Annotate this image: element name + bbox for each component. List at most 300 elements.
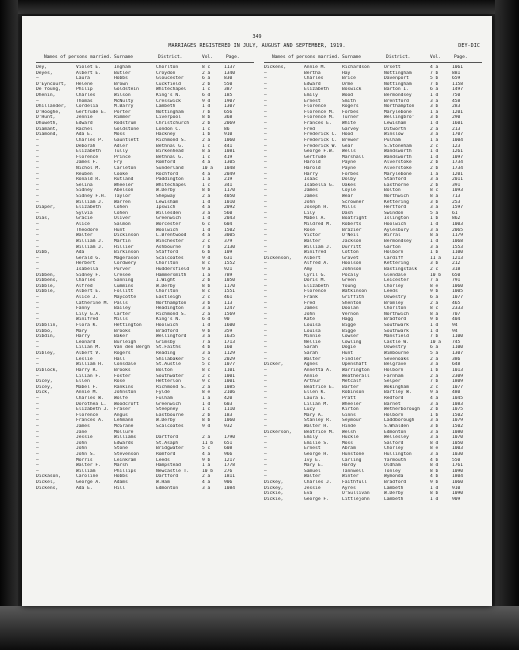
entry-page: 2011	[452, 177, 464, 183]
entry-page: 1045	[452, 395, 464, 401]
entry-volume: 1 c	[202, 154, 211, 160]
entry-surname: Dickens,	[36, 485, 59, 491]
entry-given-names: Helene	[76, 81, 93, 87]
entry-page: 61	[452, 210, 458, 216]
entry-volume: 6 b	[202, 250, 211, 256]
entry-page: 1261	[452, 149, 464, 155]
entry-spouse-surname: Tully	[114, 149, 128, 155]
entry-page: 94	[452, 323, 458, 329]
entry-volume: 7 a	[430, 278, 439, 284]
entry-page: 745	[452, 339, 461, 345]
entry-page: 1100	[452, 334, 464, 340]
entry-district: Sevenoaks	[384, 356, 409, 362]
entry-given-names: Sylvia	[76, 210, 93, 216]
entry-given-names: John	[304, 199, 316, 205]
register-page	[22, 16, 492, 606]
entry-district: Southwark	[384, 328, 409, 334]
entry-district: Nottingham	[384, 81, 412, 87]
entry-district: Eastbourne	[156, 412, 184, 418]
entry-district: Salford	[384, 440, 404, 446]
entry-spouse-surname: Rodstrum	[114, 121, 137, 127]
entry-given-names: William H.	[76, 362, 104, 368]
entry-district: Oswestry	[384, 294, 407, 300]
entry-surname: —	[36, 463, 39, 469]
entry-volume: 6 d	[202, 93, 211, 99]
entry-spouse-surname: Van den Bergh	[114, 345, 150, 351]
entry-page: 480	[452, 390, 461, 396]
entry-spouse-surname: Angus	[114, 412, 128, 418]
entry-surname: —	[36, 418, 39, 424]
entry-given-names: Albert E.	[76, 289, 101, 295]
entry-given-names: Charles J.	[304, 480, 332, 486]
entry-volume: 8 c	[202, 261, 211, 267]
entry-district: Tonley	[384, 468, 401, 474]
entry-given-names: Herbert	[76, 261, 96, 267]
entry-page: 1597	[452, 205, 464, 211]
entry-surname: —	[36, 266, 39, 272]
entry-district: Stanford	[384, 177, 407, 183]
entry-spouse-surname: Robinson	[342, 390, 365, 396]
entry-district: Kettering	[384, 261, 409, 267]
entry-district: Dartford	[156, 435, 179, 441]
entry-district: Pulham	[384, 137, 401, 143]
entry-district: L.Brentwood	[156, 233, 187, 239]
entry-spouse-surname: Ginns	[342, 412, 356, 418]
entry-district: Laddborough	[384, 418, 415, 424]
entry-spouse-surname: Openshaft	[342, 362, 367, 368]
entry-page: 791	[452, 278, 461, 284]
entry-spouse-surname: Rogers	[342, 104, 359, 110]
entry-given-names: Ernest	[304, 446, 321, 452]
entry-volume: 9 a	[202, 266, 211, 272]
entry-surname: Dickie,	[264, 496, 284, 502]
entry-page: 2069	[224, 121, 236, 127]
entry-spouse-surname: Pratt	[342, 395, 356, 401]
entry-volume: 8 c	[202, 289, 211, 295]
entry-district: I.Wight	[156, 278, 176, 284]
entry-spouse-surname: Dolby	[342, 177, 356, 183]
entry-given-names: Ellen	[76, 379, 90, 385]
entry-surname: —	[36, 177, 39, 183]
entry-page: 1061	[452, 65, 464, 70]
entry-spouse-surname: Hinde	[342, 424, 356, 429]
entry-page: 212	[452, 261, 461, 267]
entry-page: 1085	[224, 384, 236, 390]
entry-surname: Dhillander,	[36, 104, 67, 110]
entry-volume: 5 b	[430, 76, 439, 82]
entry-volume: 8 c	[202, 65, 211, 70]
entry-given-names: Charles	[76, 278, 96, 284]
entry-surname: Dibb,	[36, 250, 50, 256]
entry-volume: 4 a	[202, 480, 211, 486]
entry-district: Wellesley	[384, 435, 409, 441]
entry-volume: 6 d	[202, 317, 211, 323]
entry-district: Holborn	[384, 367, 404, 373]
entry-page: 1502	[452, 424, 464, 429]
entry-spouse-surname: Scrowner	[342, 199, 365, 205]
entry-given-names: Harry R.	[76, 367, 99, 373]
entry-given-names: Annie M.	[76, 390, 99, 396]
entry-given-names: Arthur	[304, 379, 321, 385]
entry-volume: 1 d	[430, 323, 439, 329]
entry-surname: —	[264, 345, 267, 351]
entry-surname: —	[36, 401, 39, 407]
entry-surname: —	[264, 334, 267, 340]
entry-surname: —	[36, 452, 39, 458]
entry-given-names: Charles	[76, 93, 96, 99]
entry-spouse-surname: Rankins	[114, 384, 134, 390]
entry-district: Mansfield	[384, 334, 409, 340]
entry-volume: 11 a	[430, 255, 442, 261]
entry-page: 789	[224, 272, 233, 278]
entry-district: Bradford	[384, 480, 407, 486]
entry-page: 910	[224, 132, 233, 138]
entry-district: Leeds	[384, 289, 398, 295]
entry-given-names: Minnie	[304, 334, 321, 340]
entry-volume: 4 b	[202, 345, 211, 351]
entry-surname: —	[264, 98, 267, 104]
entry-surname: —	[36, 238, 39, 244]
entry-volume: 1 c	[202, 407, 211, 413]
entry-volume: 4 a	[202, 160, 211, 166]
entry-spouse-surname: Baker	[114, 334, 128, 340]
entry-district: Greenwich	[156, 401, 181, 407]
entry-page: 1010	[224, 199, 236, 205]
entry-page: 1713	[224, 339, 236, 345]
entry-given-names: Alfred	[76, 283, 93, 289]
entry-given-names: Joseph H.	[304, 205, 329, 211]
entry-volume: 8 c	[430, 306, 439, 312]
entry-district: Easthorne	[384, 182, 409, 188]
entry-given-names: Catherine M.	[76, 300, 110, 306]
entry-given-names: Albert V.	[76, 351, 101, 357]
entry-district: King's N.	[156, 93, 181, 99]
entry-page: 253	[452, 199, 461, 205]
entry-given-names: Mabel F.	[76, 384, 99, 390]
entry-volume: 2 a	[430, 356, 439, 362]
entry-surname: —	[36, 244, 39, 250]
entry-district: Nottingham	[156, 109, 184, 115]
entry-district: Bromley	[384, 300, 404, 306]
entry-spouse-surname: Rutland	[114, 177, 134, 183]
entry-spouse-surname: Bailey	[114, 306, 131, 312]
entry-page: 1170	[224, 283, 236, 289]
entry-surname: —	[264, 367, 267, 373]
entry-district: Chorlton	[156, 65, 179, 70]
entry-given-names: John	[304, 311, 316, 317]
entry-volume: 6 a	[430, 87, 439, 93]
entry-given-names: Violet E.	[76, 65, 101, 70]
entry-spouse-surname: Mollure	[114, 429, 134, 435]
entry-surname: —	[36, 233, 39, 239]
entry-district: Marylebone	[384, 171, 412, 177]
entry-spouse-surname: Dickinson	[114, 233, 139, 239]
entry-page: 461	[224, 294, 233, 300]
entry-spouse-surname: Wood	[342, 93, 354, 99]
right-column-header	[264, 54, 482, 63]
entry-given-names: Elizabeth	[304, 87, 329, 93]
entry-given-names: Lucy	[304, 407, 316, 413]
entry-surname: —	[264, 188, 267, 194]
entry-spouse-surname: Prince	[114, 154, 131, 160]
entry-page: 608	[224, 446, 233, 452]
entry-page: 160	[224, 345, 233, 351]
entry-surname: —	[264, 407, 267, 413]
entry-spouse-surname: Wolfe	[114, 395, 128, 401]
entry-spouse-surname: Roberts	[342, 222, 362, 228]
entry-spouse-surname: Watkinson	[342, 289, 367, 295]
entry-page: 550	[452, 457, 461, 463]
entry-given-names: Mary	[76, 328, 88, 334]
entry-volume: 4 a	[202, 205, 211, 211]
entry-spouse-surname: Brazier	[342, 227, 362, 233]
entry-given-names: Alfred A.	[304, 261, 329, 267]
entry-surname: Dibblin,	[36, 323, 59, 329]
entry-surname: Diamant,	[36, 126, 59, 132]
entry-given-names: Jessie	[76, 435, 93, 441]
entry-surname: —	[264, 121, 267, 127]
entry-district: Northampton	[384, 104, 415, 110]
entry-volume: 4 a	[202, 452, 211, 458]
entry-surname: —	[264, 395, 267, 401]
entry-page: 1217	[224, 457, 236, 463]
entry-spouse-surname: Hay	[342, 70, 351, 76]
entry-surname: —	[36, 412, 39, 418]
entry-page: 603	[224, 401, 233, 407]
entry-district: Ipswich	[156, 205, 176, 211]
entry-volume: 7 b	[430, 81, 439, 87]
entry-page: 1048	[224, 165, 236, 171]
entry-page: 1340	[224, 70, 236, 76]
entry-spouse-surname: Winter	[342, 474, 359, 480]
entry-spouse-surname: Wells	[342, 149, 356, 155]
entry-volume: 2 c	[430, 266, 439, 272]
entry-given-names: Charles	[304, 76, 324, 82]
entry-page: 387	[224, 87, 233, 93]
entry-volume: 9 d	[202, 98, 211, 104]
entry-page: 1307	[452, 351, 464, 357]
entry-page: 1804	[452, 474, 464, 480]
entry-page: 656	[224, 109, 233, 115]
entry-page: 420	[224, 395, 233, 401]
entry-district: Wellingford	[156, 334, 187, 340]
entry-district: Redford	[384, 395, 404, 401]
entry-given-names: Florence	[304, 289, 327, 295]
entry-spouse-surname: Boatright	[342, 216, 367, 222]
header-page: Page.	[226, 55, 240, 60]
entry-given-names: James F.	[76, 160, 99, 166]
entry-volume: 2 b	[430, 160, 439, 166]
entry-spouse-surname: Doolan	[342, 306, 359, 312]
entry-district: Edmonton	[156, 485, 179, 491]
entry-district: Whitechapel	[156, 87, 187, 93]
entry-given-names: Rose	[304, 227, 316, 233]
entry-page: 379	[224, 238, 233, 244]
entry-surname: D'Hooghe,	[36, 109, 61, 115]
entry-given-names: Florence M.	[304, 115, 335, 121]
entry-district: Gloucester	[156, 76, 184, 82]
entry-district: Leicester	[384, 278, 409, 284]
entry-given-names: Lily G.A.	[76, 311, 101, 317]
entry-page: 183	[224, 412, 233, 418]
entry-spouse-surname: Edwards	[114, 440, 134, 446]
entry-spouse-surname: Forbes	[342, 171, 359, 177]
entry-given-names: Louisa	[304, 323, 321, 329]
entry-spouse-surname: Warrington	[342, 367, 370, 373]
entry-given-names: Dorothea L.	[76, 401, 107, 407]
entry-spouse-surname: Payne	[342, 165, 356, 171]
entry-page: 1001	[224, 379, 236, 385]
entry-district: Winslow	[384, 132, 404, 138]
entry-surname: —	[264, 468, 267, 474]
entry-given-names: Sidney F.	[76, 272, 101, 278]
entry-volume: 3 a	[430, 98, 439, 104]
entry-volume: 1 d	[430, 238, 439, 244]
entry-surname: Dey,	[36, 65, 48, 70]
entry-volume: 4 a	[430, 65, 439, 70]
entry-given-names: Ivy E.	[304, 457, 321, 463]
entry-page: 1170	[224, 188, 236, 194]
entry-given-names: Ernest	[304, 98, 321, 104]
entry-page: 441	[224, 143, 233, 149]
entry-district: Reading	[156, 351, 176, 357]
entry-district: Fylde	[156, 390, 170, 396]
entry-volume: 1 c	[202, 126, 211, 132]
entry-spouse-surname: Birkinson	[114, 250, 139, 256]
entry-volume: 8 b	[430, 491, 439, 497]
entry-given-names: Jane	[76, 429, 88, 435]
entry-page: 109	[224, 250, 233, 256]
entry-spouse-surname: Griffith	[342, 294, 365, 300]
entry-district: Hullington	[384, 452, 412, 458]
entry-spouse-surname: Hagg	[342, 317, 354, 323]
entry-given-names: Amy	[304, 266, 313, 272]
entry-district: Garton	[384, 244, 401, 250]
entry-surname: —	[264, 379, 267, 385]
entry-volume: 5 c	[202, 446, 211, 452]
entry-surname: —	[264, 457, 267, 463]
entry-given-names: Gertrude	[304, 154, 327, 160]
entry-volume: 2 b	[430, 182, 439, 188]
entry-given-names: Annie M.	[304, 65, 327, 70]
entry-spouse-surname: Carter	[114, 311, 131, 317]
entry-volume: 1 a	[202, 272, 211, 278]
entry-page: 2049	[224, 171, 236, 177]
entry-given-names: Harry	[304, 171, 318, 177]
entry-spouse-surname: Marshall	[342, 154, 365, 160]
entry-volume: 1 b	[202, 132, 211, 138]
entry-district: Swindon	[384, 210, 404, 216]
entry-surname: Dibbo,	[36, 328, 53, 334]
entry-given-names: Isabella G.	[304, 182, 335, 188]
entry-spouse-surname: Cohen	[114, 210, 128, 216]
entry-spouse-surname: Coyle	[342, 188, 356, 194]
entry-given-names: James	[304, 194, 318, 200]
entry-district: Ashbourne	[156, 244, 181, 250]
entry-given-names: John	[76, 440, 88, 446]
entry-volume: 1 a	[430, 137, 439, 143]
entry-volume: 6 a	[202, 76, 211, 82]
entry-spouse-surname: Bigge	[342, 323, 356, 329]
entry-page: 94	[452, 328, 458, 334]
entry-page: 276	[224, 468, 233, 474]
entry-given-names: Rachel	[76, 126, 93, 132]
entry-page: 707	[452, 311, 461, 317]
entry-surname: —	[264, 250, 267, 256]
entry-district: Selper	[384, 379, 401, 385]
entry-district: Scalcoates	[156, 255, 184, 261]
entry-given-names: Laura E.	[304, 395, 327, 401]
entry-surname: —	[264, 317, 267, 323]
entry-page: 1003	[452, 446, 464, 452]
entry-surname: —	[264, 278, 267, 284]
entry-volume: 9 b	[430, 289, 439, 295]
entry-district: Cardiff	[384, 255, 404, 261]
entry-surname: —	[264, 283, 267, 289]
entry-page: 1790	[224, 435, 236, 441]
entry-district: King's N.	[156, 317, 181, 323]
entry-district: Davenport	[384, 76, 409, 82]
entry-surname: —	[36, 429, 39, 435]
entry-volume: 1 c	[202, 87, 211, 93]
entry-page: 1004	[452, 137, 464, 143]
entry-spouse-surname: Richardson	[342, 65, 370, 70]
entry-surname: —	[264, 323, 267, 329]
entry-spouse-surname: Hobbs	[114, 76, 128, 82]
entry-volume: 5 a	[430, 210, 439, 216]
entry-district: Bermondsey	[384, 238, 412, 244]
entry-district: Hampstead	[156, 463, 181, 469]
scan-edge-top	[0, 0, 519, 14]
entry-given-names: Elizabeth	[304, 283, 329, 289]
entry-given-names: John S.	[76, 452, 96, 458]
entry-spouse-surname: Adler	[114, 143, 128, 149]
entry-given-names: George F.	[304, 496, 329, 502]
entry-spouse-surname: Martin	[114, 238, 131, 244]
entry-page: 1013	[452, 367, 464, 373]
entry-page: 1100	[452, 345, 464, 351]
entry-page: 1307	[224, 104, 236, 110]
entry-spouse-surname: Shenton	[342, 300, 362, 306]
entry-district: Castle W.	[384, 339, 409, 345]
entry-given-names: Beatrice E.	[304, 384, 335, 390]
entry-page: 1497	[452, 87, 464, 93]
entry-surname: —	[264, 216, 267, 222]
entry-district: Lambeth	[384, 485, 404, 491]
entry-surname: —	[264, 294, 267, 300]
entry-volume: 8 e	[430, 446, 439, 452]
entry-district: Wimbourne	[384, 351, 409, 357]
entry-surname: —	[36, 435, 39, 441]
entry-page: 932	[224, 424, 233, 429]
entry-page: 1080	[452, 429, 464, 435]
entry-surname: —	[264, 401, 267, 407]
entry-surname: —	[36, 199, 39, 205]
entry-page: 2130	[224, 244, 236, 250]
entry-page: 910	[452, 485, 461, 491]
entry-page: 1907	[224, 98, 236, 104]
entry-given-names: Frank	[304, 294, 318, 300]
entry-given-names: Walter	[76, 233, 93, 239]
entry-page: 1761	[452, 463, 464, 469]
entry-volume: 2 b	[202, 412, 211, 418]
entry-district: Hetterlon	[156, 379, 181, 385]
entry-district: W.Ham	[156, 480, 170, 486]
entry-surname: —	[264, 109, 267, 115]
entry-district: Croydon	[156, 70, 176, 76]
entry-surname: —	[264, 384, 267, 390]
entry-volume: 3 a	[202, 485, 211, 491]
